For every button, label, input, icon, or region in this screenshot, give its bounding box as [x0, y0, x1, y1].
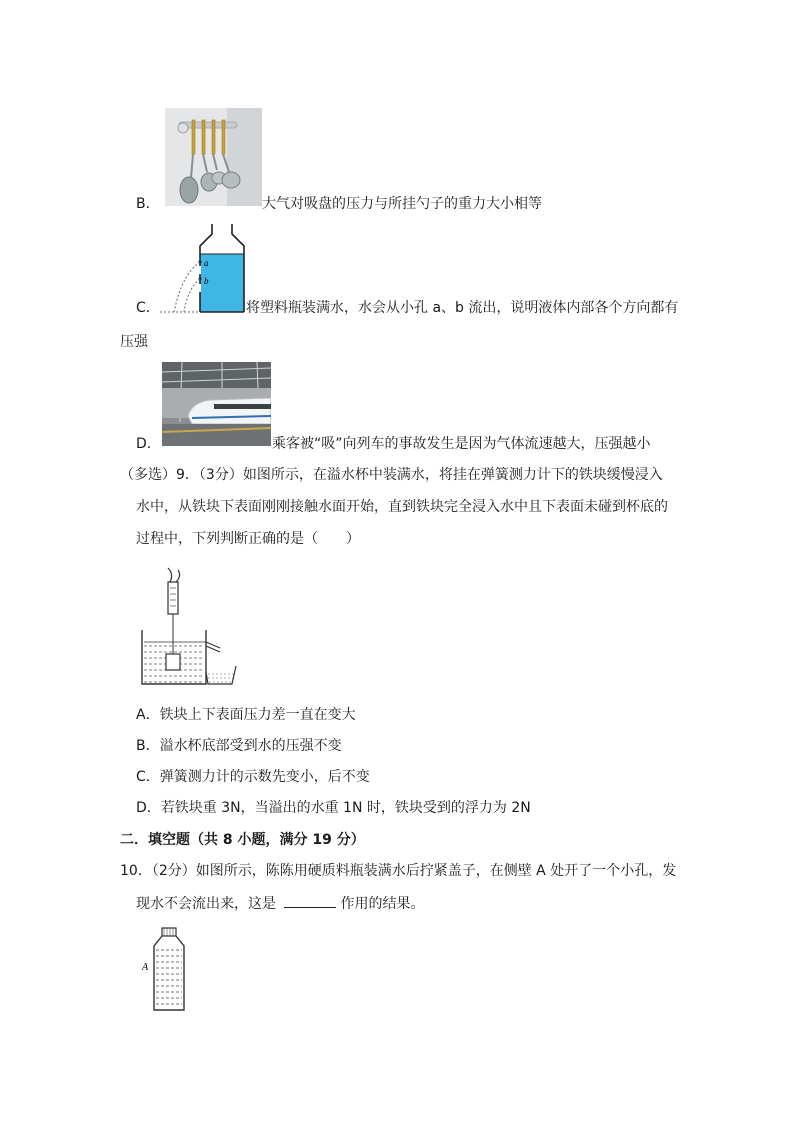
q9-option-c: C．弹簧测力计的示数先变小，后不变 [136, 769, 370, 785]
point-a-label: A [142, 962, 149, 973]
option-d-label: D． [136, 436, 161, 452]
q9-option-a: A．铁块上下表面压力差一直在变大 [136, 707, 356, 723]
q9-stem-line3: 过程中，下列判断正确的是（ ） [136, 531, 360, 547]
answer-blank[interactable] [284, 893, 336, 908]
q9-stem-line1: （多选）9．（3分）如图所示，在溢水杯中装满水，将挂在弹簧测力计下的铁块缓慢浸入 [120, 467, 663, 483]
option-d-text: 乘客被“吸”向列车的事故发生是因为气体流速越大，压强越小 [272, 436, 651, 452]
hole-b-label: b [204, 276, 209, 286]
q9-stem-line2: 水中，从铁块下表面刚刚接触水面开始，直到铁块完全浸入水中且下表面未碰到杯底的 [136, 499, 668, 515]
q10-stem-line2-start: 现水不会流出来，这是 [136, 896, 281, 912]
option-c-text-cont: 压强 [120, 334, 148, 350]
q9-option-d: D．若铁块重 3N，当溢出的水重 1N 时，铁块受到的浮力为 2N [136, 800, 531, 816]
spoon-rack-photo [165, 108, 262, 206]
option-c-label: C． [136, 300, 160, 316]
option-b-label: B． [136, 196, 160, 212]
q10-stem-line2 [136, 893, 424, 914]
overflow-cup-diagram [140, 566, 240, 688]
option-c-text: 将塑料瓶装满水，水会从小孔 a、b 流出，说明液体内部各个方向都有 [246, 300, 679, 316]
option-b-text: 大气对吸盘的压力与所挂勺子的重力大小相等 [262, 196, 542, 212]
train-station-photo [162, 362, 271, 446]
hole-a-label: a [204, 258, 209, 268]
q10-stem-line1: 10．（2分）如图所示，陈陈用硬质料瓶装满水后拧紧盖子，在侧壁 A 处开了一个小孔，发 [120, 863, 677, 879]
section-2-title: 二．填空题（共 8 小题，满分 19 分） [120, 832, 365, 848]
q9-option-b: B．溢水杯底部受到水的压强不变 [136, 738, 342, 754]
capped-bottle-diagram [140, 926, 196, 1012]
q10-stem-line2-end: 作用的结果。 [340, 896, 425, 912]
bottle-holes-diagram [160, 222, 246, 314]
